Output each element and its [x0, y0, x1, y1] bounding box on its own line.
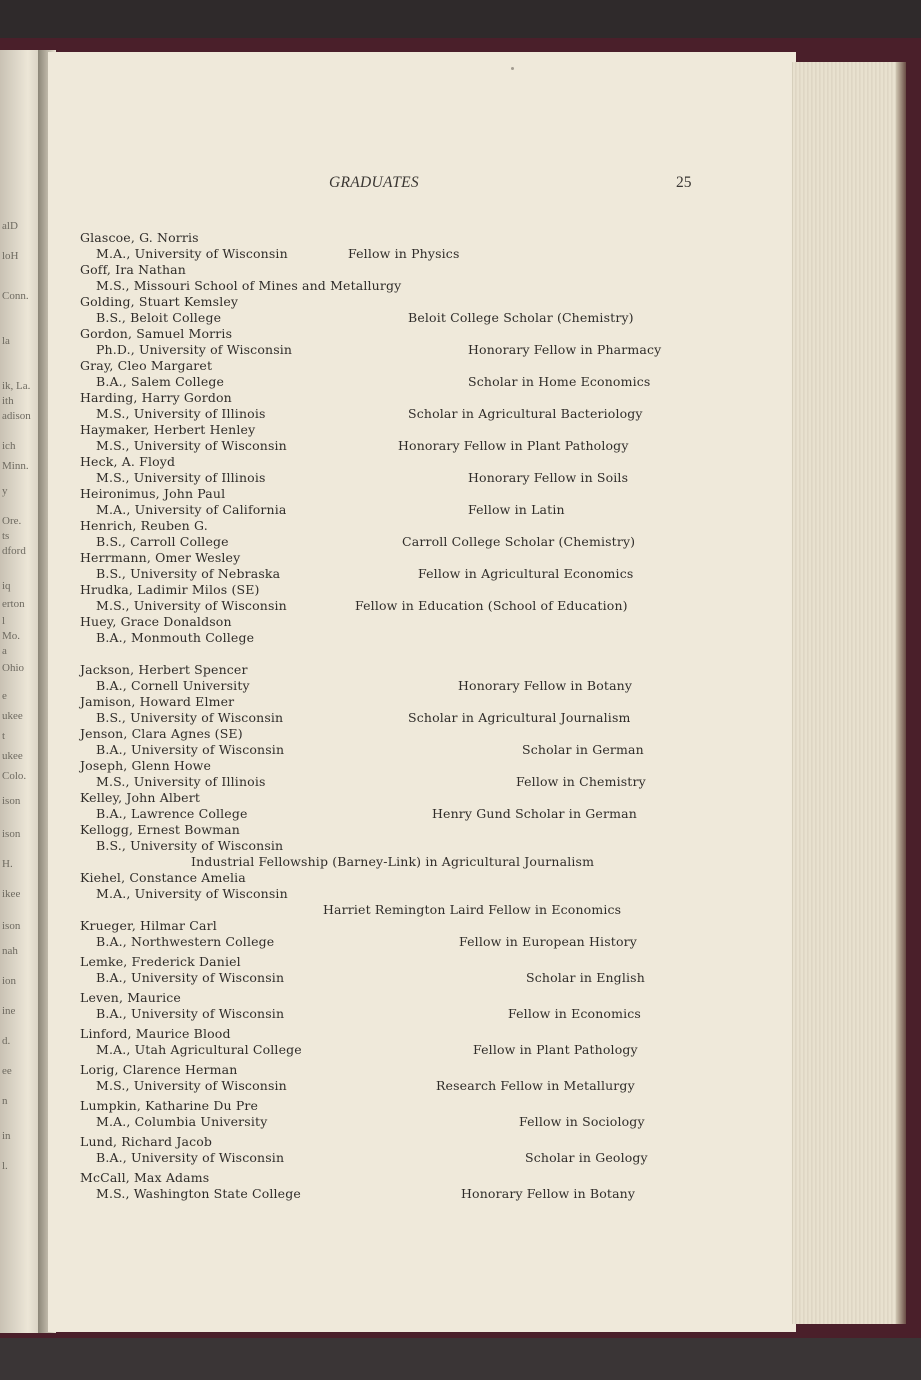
degree: M.A., Columbia University [96, 1114, 268, 1129]
previous-page-fragment: ts [2, 530, 10, 542]
degree: M.A., Utah Agricultural College [96, 1042, 302, 1057]
graduate-name: Lumpkin, Katharine Du Pre [80, 1098, 259, 1113]
graduate-name: Haymaker, Herbert Henley [80, 422, 256, 437]
graduate-name: Heck, A. Floyd [80, 454, 176, 469]
previous-page-fragment: l [2, 615, 6, 627]
previous-page-fragment: Ohio [2, 662, 24, 674]
graduate-name: Gray, Cleo Margaret [80, 358, 213, 373]
award: Fellow in Economics [508, 1006, 641, 1021]
previous-page-fragment: ee [2, 1065, 12, 1077]
degree: B.A., University of Wisconsin [96, 970, 285, 985]
previous-page-fragment: ikee [2, 888, 21, 900]
previous-page-fragment: ine [2, 1005, 16, 1017]
previous-page-fragment: a [2, 645, 7, 657]
previous-page-fragment: ion [2, 975, 17, 987]
degree: Ph.D., University of Wisconsin [96, 342, 293, 357]
award: Beloit College Scholar (Chemistry) [408, 310, 634, 325]
graduate-name: Hrudka, Ladimir Milos (SE) [80, 582, 260, 597]
previous-page-fragment: dford [2, 545, 26, 557]
previous-page-fragment: t [2, 730, 6, 742]
degree: M.S., University of Wisconsin [96, 1078, 287, 1093]
degree: M.S., University of Illinois [96, 470, 266, 485]
award: Honorary Fellow in Plant Pathology [398, 438, 629, 453]
previous-page-fragment: ison [2, 828, 21, 840]
award: Honorary Fellow in Botany [458, 678, 633, 693]
graduate-name: Krueger, Hilmar Carl [80, 918, 217, 933]
degree: B.S., University of Nebraska [96, 566, 281, 581]
previous-page-fragment: d. [2, 1035, 11, 1047]
background-surface [0, 1338, 921, 1380]
graduate-name: McCall, Max Adams [80, 1170, 210, 1185]
page-number: 25 [676, 174, 692, 191]
previous-page-fragment: alD [2, 220, 18, 232]
previous-page-fragment: ukee [2, 750, 23, 762]
graduate-name: Joseph, Glenn Howe [80, 758, 212, 773]
previous-page-fragment: l. [2, 1160, 8, 1172]
previous-page-fragment: in [2, 1130, 11, 1142]
graduate-name: Lemke, Frederick Daniel [80, 954, 241, 969]
previous-page-fragment: Ore. [2, 515, 22, 527]
graduate-name: Goff, Ira Nathan [80, 262, 186, 277]
graduate-name: Herrmann, Omer Wesley [80, 550, 241, 565]
graduate-name: Lund, Richard Jacob [80, 1134, 213, 1149]
award: Henry Gund Scholar in German [432, 806, 637, 821]
graduate-name: Jamison, Howard Elmer [80, 694, 235, 709]
page-edges [792, 62, 905, 1324]
award: Scholar in Geology [525, 1150, 648, 1165]
graduate-name: Huey, Grace Donaldson [80, 614, 232, 629]
award: Harriet Remington Laird Fellow in Economics [323, 902, 622, 917]
graduate-name: Glascoe, G. Norris [80, 230, 199, 245]
award: Fellow in Chemistry [516, 774, 646, 789]
degree: B.S., University of Wisconsin [96, 838, 284, 853]
degree: M.S., University of Illinois [96, 406, 266, 421]
award: Scholar in Agricultural Bacteriology [408, 406, 643, 421]
previous-page-fragment: H. [2, 858, 13, 870]
previous-page-fragment: ison [2, 795, 21, 807]
award: Fellow in Physics [348, 246, 460, 261]
degree: B.A., Lawrence College [96, 806, 248, 821]
degree: B.S., Beloit College [96, 310, 222, 325]
paper-speck [511, 67, 514, 70]
award: Honorary Fellow in Pharmacy [468, 342, 662, 357]
award: Fellow in Plant Pathology [473, 1042, 638, 1057]
degree: M.A., University of California [96, 502, 287, 517]
previous-page-fragment: la [2, 335, 10, 347]
previous-page-edge [0, 50, 40, 1333]
graduate-name: Heironimus, John Paul [80, 486, 226, 501]
degree: B.S., Carroll College [96, 534, 229, 549]
graduate-name: Jackson, Herbert Spencer [80, 662, 248, 677]
degree: M.S., Missouri School of Mines and Metallurgy [96, 278, 402, 293]
degree: M.S., University of Illinois [96, 774, 266, 789]
award: Honorary Fellow in Soils [468, 470, 629, 485]
degree: B.A., Salem College [96, 374, 225, 389]
award: Carroll College Scholar (Chemistry) [402, 534, 636, 549]
previous-page-fragment: adison [2, 410, 31, 422]
previous-page-fragment: iq [2, 580, 11, 592]
award: Fellow in Sociology [519, 1114, 645, 1129]
graduate-name: Kelley, John Albert [80, 790, 201, 805]
previous-page-fragment: Mo. [2, 630, 21, 642]
page-edges-shadow [896, 62, 906, 1324]
previous-page-fragment: e [2, 690, 7, 702]
award: Scholar in Home Economics [468, 374, 651, 389]
previous-page-fragment: ich [2, 440, 16, 452]
degree: B.A., Monmouth College [96, 630, 255, 645]
award: Fellow in Agricultural Economics [418, 566, 634, 581]
award: Fellow in Education (School of Education) [355, 598, 628, 613]
previous-page-fragment: erton [2, 598, 25, 610]
graduate-name: Leven, Maurice [80, 990, 181, 1005]
degree: M.S., University of Wisconsin [96, 438, 287, 453]
award: Scholar in English [526, 970, 645, 985]
award: Fellow in Latin [468, 502, 565, 517]
degree: M.S., University of Wisconsin [96, 598, 287, 613]
award: Research Fellow in Metallurgy [436, 1078, 635, 1093]
degree: B.A., University of Wisconsin [96, 1150, 285, 1165]
degree: B.A., University of Wisconsin [96, 742, 285, 757]
degree: B.A., University of Wisconsin [96, 1006, 285, 1021]
degree: M.S., Washington State College [96, 1186, 301, 1201]
previous-page-fragment: n [2, 1095, 8, 1107]
previous-page-fragment: ukee [2, 710, 23, 722]
award: Scholar in German [522, 742, 644, 757]
award: Fellow in European History [459, 934, 637, 949]
graduate-name: Jenson, Clara Agnes (SE) [80, 726, 243, 741]
degree: B.S., University of Wisconsin [96, 710, 284, 725]
previous-page-fragment: y [2, 485, 8, 497]
previous-page-fragment: ik, La. [2, 380, 31, 392]
award: Honorary Fellow in Botany [461, 1186, 636, 1201]
award: Industrial Fellowship (Barney-Link) in Agricultural Journalism [191, 854, 595, 869]
graduate-name: Harding, Harry Gordon [80, 390, 232, 405]
graduate-name: Golding, Stuart Kemsley [80, 294, 239, 309]
graduate-name: Lorig, Clarence Herman [80, 1062, 238, 1077]
award: Scholar in Agricultural Journalism [408, 710, 631, 725]
graduate-name: Henrich, Reuben G. [80, 518, 208, 533]
previous-page-fragment: Minn. [2, 460, 29, 472]
graduate-name: Kellogg, Ernest Bowman [80, 822, 240, 837]
graduate-name: Linford, Maurice Blood [80, 1026, 231, 1041]
previous-page-fragment: ison [2, 920, 21, 932]
degree: M.A., University of Wisconsin [96, 246, 288, 261]
degree: M.A., University of Wisconsin [96, 886, 288, 901]
graduate-name: Kiehel, Constance Amelia [80, 870, 246, 885]
previous-page-fragment: nah [2, 945, 18, 957]
degree: B.A., Northwestern College [96, 934, 275, 949]
previous-page-fragment: Conn. [2, 290, 29, 302]
previous-page-fragment: loH [2, 250, 19, 262]
running-head: GRADUATES [329, 174, 419, 191]
previous-page-fragment: Colo. [2, 770, 27, 782]
degree: B.A., Cornell University [96, 678, 250, 693]
previous-page-fragment: ith [2, 395, 14, 407]
graduate-name: Gordon, Samuel Morris [80, 326, 233, 341]
